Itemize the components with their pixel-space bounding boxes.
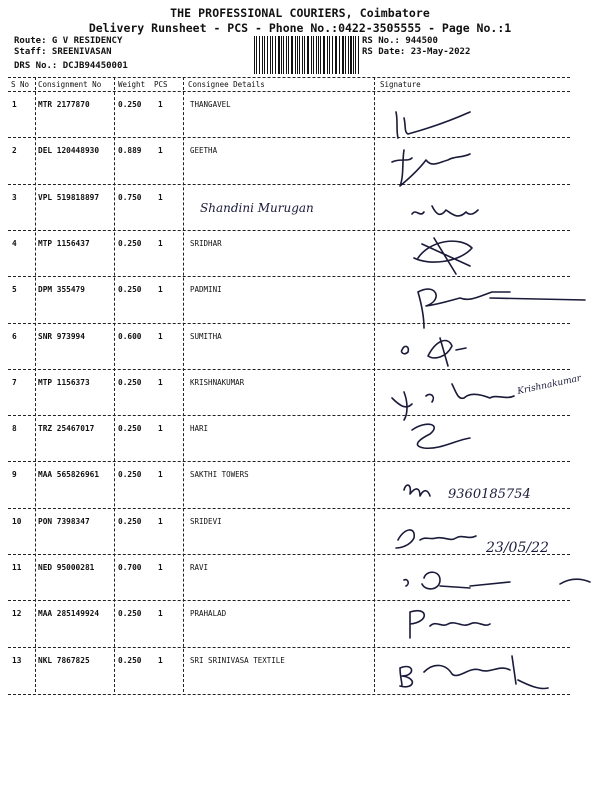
row-sno: 9 (12, 470, 17, 480)
signature-13 (400, 656, 548, 689)
row-weight: 0.250 (118, 285, 142, 295)
row-consignee: HARI (190, 424, 209, 434)
row-consignee: RAVI (190, 563, 209, 572)
row-pcs: 1 (158, 424, 163, 434)
row-pcs: 1 (158, 516, 163, 526)
row-pcs: 1 (158, 100, 163, 109)
signature-6 (401, 338, 466, 366)
row-weight: 0.250 (118, 470, 142, 480)
row-pcs: 1 (158, 470, 163, 480)
row-consignment-no: TRZ 25467017 (38, 424, 95, 434)
row-sno: 8 (12, 424, 17, 434)
row-weight: 0.250 (118, 238, 142, 248)
row-sno: 5 (12, 285, 17, 295)
col-header-consignee: Consignee Details (188, 80, 265, 89)
row-consignment-no: MAA 565826961 (38, 470, 100, 480)
row-pcs: 1 (158, 655, 163, 665)
row-sno: 4 (12, 238, 17, 248)
row-pcs: 1 (158, 377, 163, 387)
row-consignment-no: MTP 1156437 (38, 238, 90, 248)
row-consignee: THANGAVEL (190, 100, 231, 109)
row-consignee: SAKTHI TOWERS (190, 470, 249, 480)
row-consignment-no: VPL 519818897 (38, 192, 100, 202)
row-pcs: 1 (158, 609, 163, 619)
row-sno: 6 (12, 331, 17, 341)
signature-12 (410, 611, 490, 638)
row-pcs: 1 (158, 238, 163, 248)
signature-7 (392, 384, 514, 420)
row-sno: 2 (12, 146, 17, 156)
row-weight: 0.889 (118, 146, 142, 156)
row-consignment-no: SNR 973994 (38, 331, 85, 341)
row-consignment-no: MTP 1156373 (38, 377, 90, 387)
row-sno: 11 (12, 563, 22, 572)
row-pcs: 1 (158, 331, 163, 341)
row-weight: 0.600 (118, 331, 142, 341)
company-title: THE PROFESSIONAL COURIERS, Coimbatore (170, 6, 430, 20)
row-consignment-no: PON 7398347 (38, 516, 90, 526)
row-pcs: 1 (158, 146, 163, 156)
signature-10-date: 23/05/22 (486, 540, 549, 556)
rs-number: RS No.: 944500 (362, 36, 438, 46)
row-consignee: GEETHA (190, 146, 218, 156)
row-weight: 0.750 (118, 192, 142, 202)
col-header-signature: Signature (380, 80, 421, 89)
row-sno: 7 (12, 377, 17, 387)
row-sno: 10 (12, 516, 22, 526)
row-consignee: KRISHNAKUMAR (190, 377, 245, 387)
route-label: Route: G V RESIDENCY (14, 36, 123, 46)
signature-4 (414, 238, 472, 274)
row-consignee: SRI SRINIVASA TEXTILE (190, 655, 285, 665)
row-consignment-no: DPM 355479 (38, 285, 85, 295)
row-consignee: PADMINI (190, 285, 222, 295)
row-pcs: 1 (158, 563, 163, 572)
row-weight: 0.700 (118, 563, 142, 572)
row-consignment-no: NKL 7867825 (38, 655, 90, 665)
row-weight: 0.250 (118, 516, 142, 526)
signature-11 (404, 572, 590, 589)
row-consignment-no: DEL 120448930 (38, 146, 100, 156)
row-weight: 0.250 (118, 655, 142, 665)
row-consignee: SUMITHA (190, 331, 222, 341)
col-header-weight: Weight (118, 80, 146, 89)
signature-5 (418, 289, 585, 328)
col-header-pcs: PCS (154, 80, 168, 89)
rs-date: RS Date: 23-May-2022 (362, 47, 471, 57)
row-consignment-no: MTR 2177870 (38, 100, 90, 109)
signature-9-phone: 9360185754 (448, 487, 531, 502)
row-weight: 0.250 (118, 100, 142, 109)
col-header-consignment: Consignment No (38, 80, 102, 89)
staff-label: Staff: SREENIVASAN (14, 47, 112, 57)
row-consignment-no: NED 95000281 (38, 563, 95, 572)
drs-label: DRS No.: DCJB94450001 (14, 61, 128, 71)
runsheet-subtitle: Delivery Runsheet - PCS - Phone No.:0422-3505555 - Page No.:1 (88, 21, 512, 35)
row-pcs: 1 (158, 192, 163, 202)
signature-2 (392, 150, 470, 186)
row-sno: 12 (12, 609, 22, 619)
row-sno: 1 (12, 100, 17, 109)
table-bottom-rule (8, 694, 570, 695)
row-pcs: 1 (158, 285, 163, 295)
row-sno: 3 (12, 192, 17, 202)
signature-10 (396, 530, 476, 548)
signature-9 (404, 485, 430, 496)
signature-8 (412, 424, 470, 448)
row-weight: 0.250 (118, 424, 142, 434)
row-weight: 0.250 (118, 609, 142, 619)
row-weight: 0.250 (118, 377, 142, 387)
signature-3 (412, 206, 478, 216)
signature-3-name: Shandini Murugan (200, 201, 314, 215)
row-consignment-no: MAA 285149924 (38, 609, 100, 619)
signature-1 (396, 112, 470, 138)
row-consignee: PRAHALAD (190, 609, 227, 619)
row-consignee: SRIDHAR (190, 238, 222, 248)
row-sno: 13 (12, 655, 22, 665)
col-header-sno: S No (11, 80, 30, 89)
signature-7-note: Krishnakumar (516, 373, 583, 397)
row-consignee: SRIDEVI (190, 516, 222, 526)
